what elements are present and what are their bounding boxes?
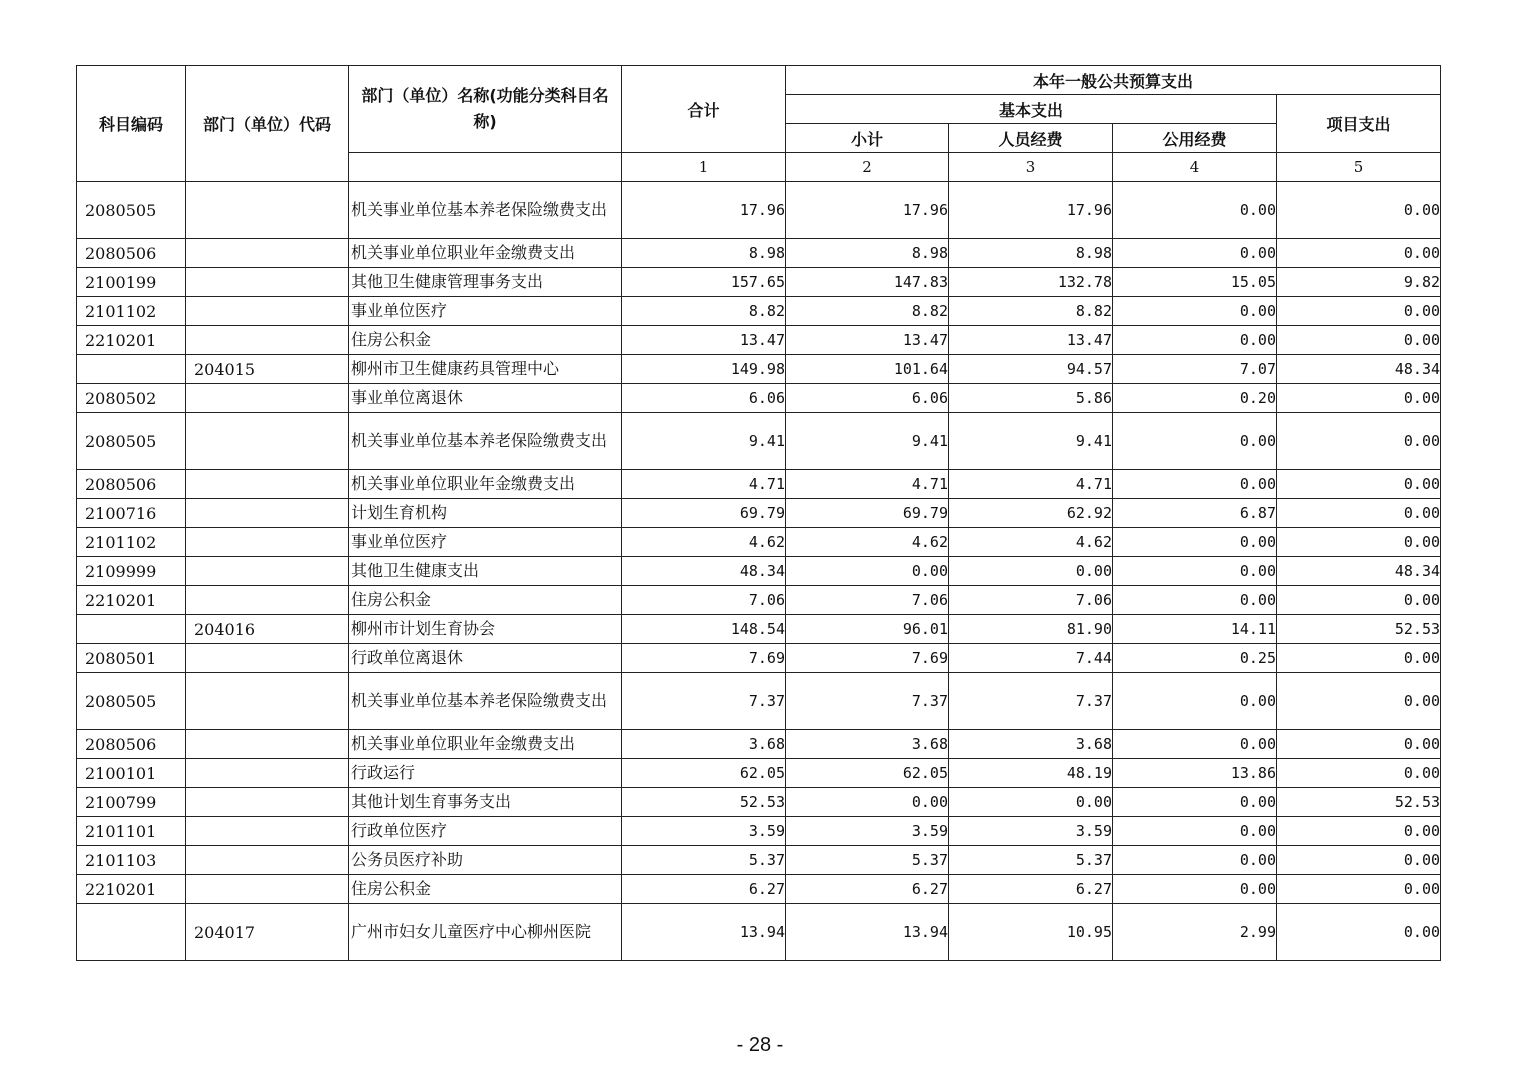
table-body [77,182,1441,961]
cell-subject-code: 2080501 [77,644,186,673]
cell-project: 0.00 [1277,759,1441,788]
cell-total: 7.69 [622,644,786,673]
cell-dept-code [186,268,349,297]
header-num-2: 2 [786,153,949,182]
cell-subject-code: 2080505 [77,413,186,470]
cell-name: 住房公积金 [349,875,622,904]
cell-dept-code [186,182,349,239]
cell-public: 14.11 [1113,615,1277,644]
cell-subtotal: 7.69 [786,644,949,673]
cell-subject-code: 2101102 [77,297,186,326]
table-row [77,788,1441,817]
table-row [77,470,1441,499]
table-row [77,326,1441,355]
cell-total: 8.82 [622,297,786,326]
cell-name: 机关事业单位基本养老保险缴费支出 [349,413,622,470]
cell-public: 0.00 [1113,326,1277,355]
cell-public: 15.05 [1113,268,1277,297]
cell-name: 其他计划生育事务支出 [349,788,622,817]
page-number: - 28 - [736,1034,784,1056]
cell-project: 0.00 [1277,673,1441,730]
table-row [77,355,1441,384]
cell-subject-code: 2210201 [77,586,186,615]
cell-dept-code [186,384,349,413]
cell-total: 62.05 [622,759,786,788]
cell-dept-code [186,499,349,528]
cell-project: 9.82 [1277,268,1441,297]
cell-public: 2.99 [1113,904,1277,961]
cell-subtotal: 8.98 [786,239,949,268]
cell-public: 7.07 [1113,355,1277,384]
cell-public: 0.00 [1113,528,1277,557]
cell-total: 4.62 [622,528,786,557]
table-row [77,586,1441,615]
cell-subtotal: 4.62 [786,528,949,557]
cell-subtotal: 7.37 [786,673,949,730]
cell-subject-code: 2080506 [77,730,186,759]
cell-name: 其他卫生健康管理事务支出 [349,268,622,297]
cell-personnel: 13.47 [949,326,1113,355]
cell-subject-code: 2100716 [77,499,186,528]
cell-total: 149.98 [622,355,786,384]
cell-dept-code [186,644,349,673]
cell-public: 0.00 [1113,297,1277,326]
cell-total: 6.06 [622,384,786,413]
cell-subtotal: 9.41 [786,413,949,470]
cell-public: 6.87 [1113,499,1277,528]
budget-table [76,65,1441,961]
table-row [77,557,1441,586]
cell-public: 0.00 [1113,875,1277,904]
cell-name: 机关事业单位基本养老保险缴费支出 [349,673,622,730]
cell-dept-code [186,239,349,268]
cell-subtotal: 7.06 [786,586,949,615]
cell-public: 0.00 [1113,239,1277,268]
cell-dept-code [186,846,349,875]
cell-project: 0.00 [1277,499,1441,528]
cell-subtotal: 0.00 [786,788,949,817]
cell-public: 0.00 [1113,817,1277,846]
cell-project: 0.00 [1277,528,1441,557]
cell-personnel: 8.82 [949,297,1113,326]
cell-personnel: 5.86 [949,384,1113,413]
cell-subtotal: 17.96 [786,182,949,239]
cell-name: 机关事业单位职业年金缴费支出 [349,470,622,499]
cell-project: 52.53 [1277,788,1441,817]
cell-personnel: 10.95 [949,904,1113,961]
cell-total: 48.34 [622,557,786,586]
cell-project: 48.34 [1277,557,1441,586]
header-num-1: 1 [622,153,786,182]
header-num-5: 5 [1277,153,1441,182]
cell-total: 157.65 [622,268,786,297]
cell-subject-code: 2080502 [77,384,186,413]
cell-project: 0.00 [1277,182,1441,239]
header-subtotal: 小计 [786,124,949,153]
cell-personnel: 8.98 [949,239,1113,268]
cell-personnel: 81.90 [949,615,1113,644]
cell-total: 4.71 [622,470,786,499]
cell-project: 0.00 [1277,904,1441,961]
cell-project: 0.00 [1277,875,1441,904]
cell-subtotal: 4.71 [786,470,949,499]
cell-name: 机关事业单位职业年金缴费支出 [349,730,622,759]
cell-personnel: 0.00 [949,557,1113,586]
cell-dept-code [186,297,349,326]
cell-dept-code [186,528,349,557]
cell-personnel: 94.57 [949,355,1113,384]
cell-total: 13.47 [622,326,786,355]
cell-name: 公务员医疗补助 [349,846,622,875]
cell-dept-code [186,730,349,759]
cell-name: 柳州市卫生健康药具管理中心 [349,355,622,384]
cell-project: 0.00 [1277,239,1441,268]
cell-subtotal: 96.01 [786,615,949,644]
header-total: 合计 [622,66,786,153]
cell-total: 3.68 [622,730,786,759]
cell-subject-code: 2100199 [77,268,186,297]
cell-dept-code [186,586,349,615]
cell-personnel: 4.71 [949,470,1113,499]
table-row [77,904,1441,961]
table-row [77,817,1441,846]
table-row [77,182,1441,239]
table-row [77,644,1441,673]
cell-subject-code: 2080505 [77,673,186,730]
cell-subtotal: 69.79 [786,499,949,528]
table-row [77,239,1441,268]
cell-subject-code: 2080506 [77,470,186,499]
cell-project: 0.00 [1277,730,1441,759]
cell-personnel: 7.37 [949,673,1113,730]
cell-subtotal: 13.47 [786,326,949,355]
cell-public: 13.86 [1113,759,1277,788]
cell-public: 0.00 [1113,557,1277,586]
cell-project: 48.34 [1277,355,1441,384]
cell-subject-code: 2101101 [77,817,186,846]
cell-dept-code [186,673,349,730]
table-row [77,268,1441,297]
cell-dept-code [186,788,349,817]
cell-subtotal: 8.82 [786,297,949,326]
cell-name: 广州市妇女儿童医疗中心柳州医院 [349,904,622,961]
cell-subject-code: 2101102 [77,528,186,557]
cell-personnel: 5.37 [949,846,1113,875]
cell-name: 事业单位离退休 [349,384,622,413]
cell-public: 0.00 [1113,182,1277,239]
cell-personnel: 3.68 [949,730,1113,759]
cell-subject-code [77,615,186,644]
header-num-name-blank [349,153,622,182]
cell-dept-code [186,470,349,499]
cell-personnel: 7.06 [949,586,1113,615]
cell-total: 17.96 [622,182,786,239]
cell-subtotal: 0.00 [786,557,949,586]
cell-total: 7.06 [622,586,786,615]
table-row [77,875,1441,904]
cell-subject-code [77,355,186,384]
cell-subtotal: 6.06 [786,384,949,413]
cell-project: 52.53 [1277,615,1441,644]
cell-subject-code: 2210201 [77,875,186,904]
cell-name: 事业单位医疗 [349,528,622,557]
cell-personnel: 6.27 [949,875,1113,904]
header-num-3: 3 [949,153,1113,182]
cell-subtotal: 101.64 [786,355,949,384]
cell-public: 0.00 [1113,413,1277,470]
header-num-4: 4 [1113,153,1277,182]
cell-subject-code: 2100101 [77,759,186,788]
cell-personnel: 132.78 [949,268,1113,297]
cell-subtotal: 5.37 [786,846,949,875]
table-row [77,413,1441,470]
table-row [77,846,1441,875]
cell-total: 52.53 [622,788,786,817]
table-row [77,528,1441,557]
cell-subtotal: 6.27 [786,875,949,904]
cell-project: 0.00 [1277,644,1441,673]
cell-name: 住房公积金 [349,586,622,615]
cell-subject-code: 2101103 [77,846,186,875]
cell-dept-code: 204017 [186,904,349,961]
cell-public: 0.00 [1113,788,1277,817]
cell-project: 0.00 [1277,297,1441,326]
header-dept-name: 部门（单位）名称(功能分类科目名称) [349,66,622,153]
cell-subtotal: 13.94 [786,904,949,961]
cell-project: 0.00 [1277,586,1441,615]
cell-public: 0.00 [1113,586,1277,615]
table-row [77,499,1441,528]
cell-name: 机关事业单位职业年金缴费支出 [349,239,622,268]
cell-project: 0.00 [1277,413,1441,470]
cell-personnel: 17.96 [949,182,1113,239]
cell-subject-code: 2210201 [77,326,186,355]
cell-public: 0.00 [1113,846,1277,875]
cell-total: 69.79 [622,499,786,528]
header-group-basic: 基本支出 [786,95,1277,124]
cell-project: 0.00 [1277,326,1441,355]
cell-total: 3.59 [622,817,786,846]
cell-dept-code [186,759,349,788]
cell-personnel: 48.19 [949,759,1113,788]
cell-dept-code [186,326,349,355]
table-row [77,384,1441,413]
cell-personnel: 7.44 [949,644,1113,673]
cell-project: 0.00 [1277,470,1441,499]
cell-total: 148.54 [622,615,786,644]
cell-subtotal: 3.68 [786,730,949,759]
cell-project: 0.00 [1277,817,1441,846]
table-row [77,673,1441,730]
cell-personnel: 62.92 [949,499,1113,528]
cell-project: 0.00 [1277,846,1441,875]
cell-subject-code: 2080506 [77,239,186,268]
cell-public: 0.25 [1113,644,1277,673]
table-row [77,759,1441,788]
cell-dept-code [186,557,349,586]
cell-dept-code: 204016 [186,615,349,644]
cell-total: 7.37 [622,673,786,730]
cell-dept-code [186,875,349,904]
header-dept-code: 部门（单位）代码 [186,66,349,182]
cell-subtotal: 147.83 [786,268,949,297]
cell-dept-code [186,817,349,846]
cell-total: 5.37 [622,846,786,875]
cell-name: 行政运行 [349,759,622,788]
table-header [77,66,1441,182]
cell-public: 0.00 [1113,730,1277,759]
cell-name: 行政单位离退休 [349,644,622,673]
cell-name: 计划生育机构 [349,499,622,528]
cell-name: 行政单位医疗 [349,817,622,846]
header-project: 项目支出 [1277,95,1441,153]
cell-name: 机关事业单位基本养老保险缴费支出 [349,182,622,239]
table-row [77,615,1441,644]
cell-dept-code [186,413,349,470]
cell-subtotal: 3.59 [786,817,949,846]
cell-subject-code: 2109999 [77,557,186,586]
cell-subject-code: 2080505 [77,182,186,239]
cell-personnel: 0.00 [949,788,1113,817]
header-group-budget: 本年一般公共预算支出 [786,66,1441,95]
header-public: 公用经费 [1113,124,1277,153]
cell-personnel: 3.59 [949,817,1113,846]
cell-total: 9.41 [622,413,786,470]
cell-dept-code: 204015 [186,355,349,384]
cell-public: 0.00 [1113,470,1277,499]
cell-total: 13.94 [622,904,786,961]
cell-name: 其他卫生健康支出 [349,557,622,586]
cell-personnel: 4.62 [949,528,1113,557]
cell-subject-code [77,904,186,961]
cell-name: 事业单位医疗 [349,297,622,326]
cell-name: 柳州市计划生育协会 [349,615,622,644]
table-row [77,730,1441,759]
header-subject-code: 科目编码 [77,66,186,182]
cell-public: 0.00 [1113,673,1277,730]
table-row [77,297,1441,326]
cell-total: 8.98 [622,239,786,268]
cell-total: 6.27 [622,875,786,904]
header-personnel: 人员经费 [949,124,1113,153]
cell-name: 住房公积金 [349,326,622,355]
cell-subtotal: 62.05 [786,759,949,788]
cell-public: 0.20 [1113,384,1277,413]
cell-project: 0.00 [1277,384,1441,413]
cell-subject-code: 2100799 [77,788,186,817]
cell-personnel: 9.41 [949,413,1113,470]
